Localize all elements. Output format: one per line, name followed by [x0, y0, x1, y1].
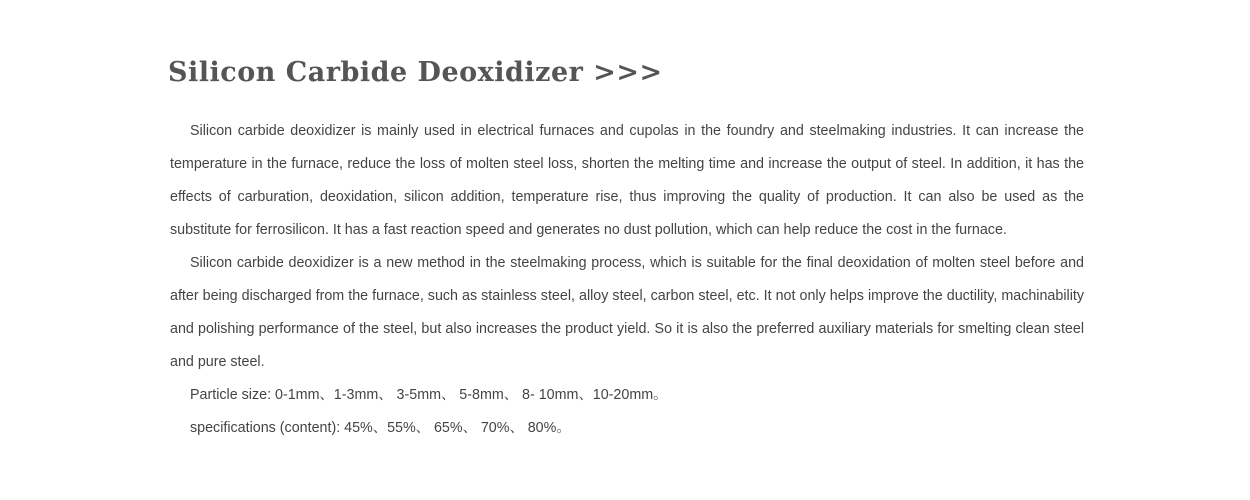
- particle-size-line: Particle size: 0-1mm、1-3mm、 3-5mm、 5-8mm、 8- 10mm、10-20mm。: [190, 387, 668, 403]
- specifications-line: specifications (content): 45%、55%、 65%、 70%、 80%。: [190, 420, 571, 436]
- article-body: [170, 115, 1084, 445]
- intro-paragraph: Silicon carbide deoxidizer is mainly used in electrical furnaces and cupolas in the foundry and steelmaking industries. It can increase the temperature in the furnace, reduce the loss of molten steel loss, shorten the melting time and increase the output of steel. In addition, it has the effects of carburation, deoxidation, silicon addition, temperature rise, thus improving the quality of production. It can also be used as the substitute for ferrosilicon. It has a fast reaction speed and generates no dust pollution, which can help reduce the cost in the furnace.: [170, 123, 1084, 238]
- method-paragraph: Silicon carbide deoxidizer is a new method in the steelmaking process, which is suitable for the final deoxidation of molten steel before and after being discharged from the furnace, such as stainless steel, alloy steel, carbon steel, etc. It not only helps improve the ductility, machinability and polishing performance of the steel, but also increases the product yield. So it is also the preferred auxiliary materials for smelting clean steel and pure steel.: [170, 255, 1084, 370]
- page-title: Silicon Carbide Deoxidizer >>>: [168, 57, 663, 88]
